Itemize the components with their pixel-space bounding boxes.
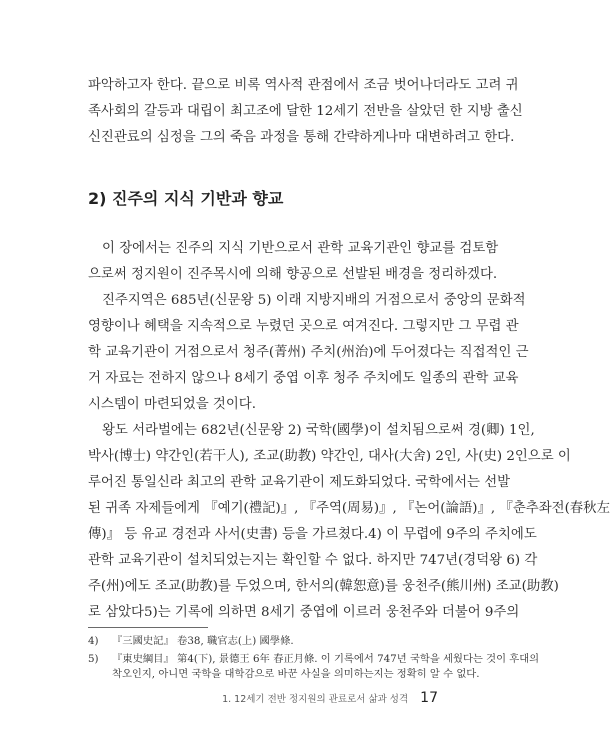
body-line: 주(州)에도 조교(助教)를 두었으며, 한서의(韓恕意)를 웅천주(熊川州) 조교(助教): [88, 579, 559, 594]
body-line: 영향이나 혜택을 지속적으로 누렸던 곳으로 여겨진다. 그렇지만 그 무렵 관: [88, 319, 519, 334]
footnote-text: 『東史綱目』 第4(下), 景德王 6年 春正月條. 이 기록에서 747년 국학을 세웠다는 것이 후대의: [112, 653, 540, 665]
footnote-continuation: [88, 667, 480, 682]
footnote: [88, 634, 436, 649]
section-heading: 2) 진주의 지식 기반과 향교: [88, 189, 284, 208]
footnote-divider: [88, 627, 208, 628]
body-line: 거 자료는 전하지 않으나 8세기 중엽 이후 청주 주치에도 일종의 관학 교육: [88, 371, 519, 386]
body-line: 파악하고자 한다. 끝으로 비록 역사적 관점에서 조금 벗어나더라도 고려 귀: [88, 78, 519, 93]
footnote-text: 착오인지, 아니면 국학을 대학감으로 바꾼 사실을 의미하는지는 정확히 알 수 없다.: [112, 668, 480, 680]
page-footer: [222, 690, 438, 706]
body-line: 족사회의 갈등과 대립이 최고조에 달한 12세기 전반을 살았던 한 지방 출신: [88, 104, 523, 119]
body-line: 루어진 통일신라 최고의 관학 교육기관이 제도화되었다. 국학에서는 선발: [88, 475, 511, 490]
body-line: 진주지역은 685년(신문왕 5) 이래 지방지배의 거점으로서 중앙의 문화적: [102, 293, 526, 308]
body-line: 신진관료의 심정을 그의 죽음 과정을 통해 간략하게나마 대변하려고 한다.: [88, 130, 515, 145]
body-line: 박사(博士) 약간인(若干人), 조교(助教) 약간인, 대사(大舍) 2인, 사(史) 2인으로 이: [88, 449, 571, 464]
footnote: [88, 652, 540, 667]
body-line: 된 귀족 자제들에게 『예기(禮記)』, 『주역(周易)』, 『논어(論語)』, 『춘추좌전(春秋左: [88, 501, 610, 516]
footnote-number: 5): [88, 653, 99, 665]
running-head: 1. 12세기 전반 정지원의 관료로서 삶과 성격: [222, 694, 409, 705]
page-number: 17: [420, 690, 438, 706]
body-line: 으로써 정지원이 진주목시에 의해 향공으로 선발된 배경을 정리하겠다.: [88, 267, 498, 282]
body-line: 학 교육기관이 거점으로서 청주(菁州) 주치(州治)에 두어졌다는 직접적인 근: [88, 345, 529, 360]
body-line: 傳)』 등 유교 경전과 사서(史書) 등을 가르쳤다.4) 이 무렵에 9주의 주치에도: [88, 527, 537, 542]
body-line: 로 삼았다5)는 기록에 의하면 8세기 중엽에 이르러 웅천주와 더불어 9주의: [88, 605, 520, 620]
body-line: 시스템이 마련되었을 것이다.: [88, 397, 256, 412]
footnote-text: 『三國史記』 卷38, 職官志(上) 國學條.: [112, 635, 294, 647]
body-line: 관학 교육기관이 설치되었는지는 확인할 수 없다. 하지만 747년(경덕왕 6) 각: [88, 553, 538, 568]
body-line: 왕도 서라벌에는 682년(신문왕 2) 국학(國學)이 설치됨으로써 경(卿) 1인,: [102, 423, 535, 438]
body-line: 이 장에서는 진주의 지식 기반으로서 관학 교육기관인 향교를 검토함: [102, 241, 499, 256]
footnote-number: 4): [88, 635, 99, 647]
